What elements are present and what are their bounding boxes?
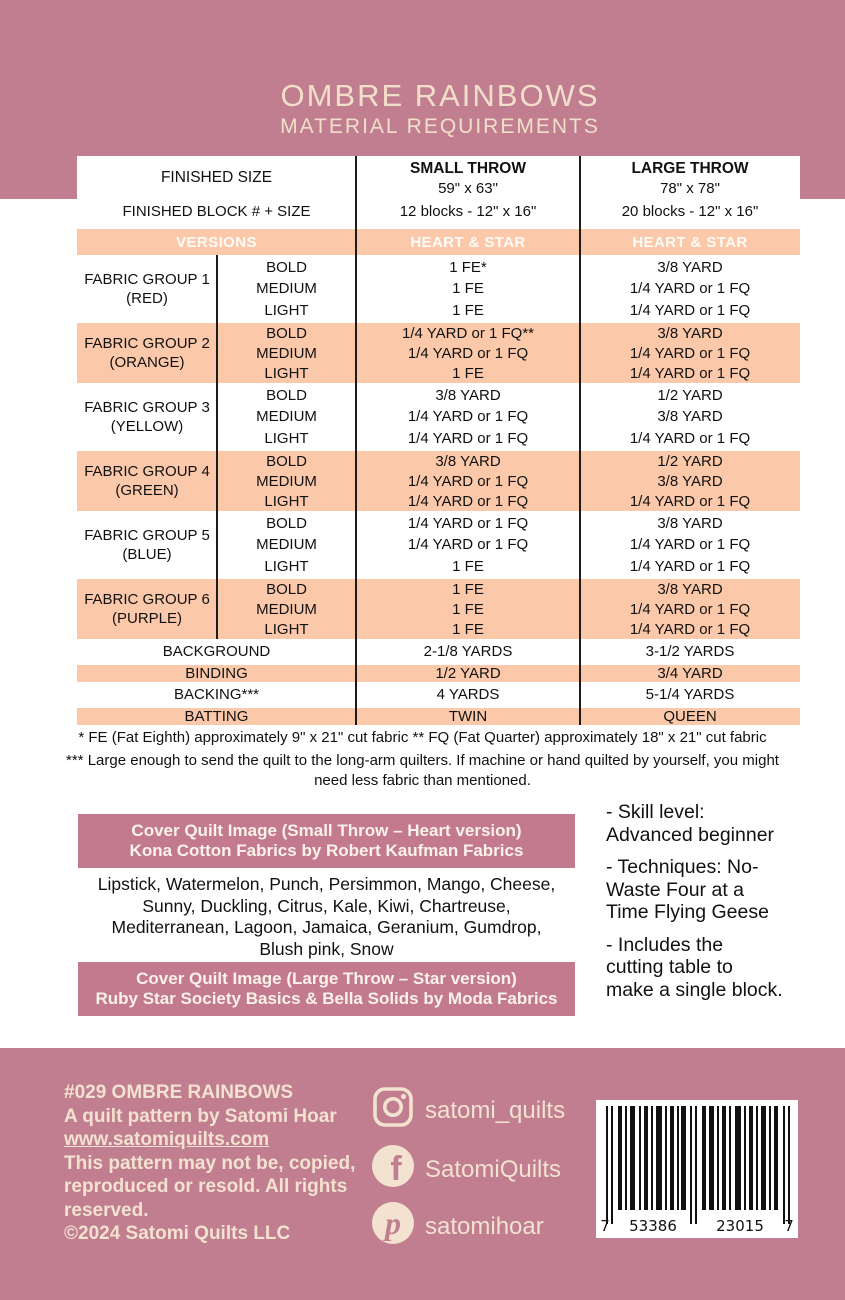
pattern-details: [606, 801, 784, 1011]
legal-line: reserved.: [64, 1199, 149, 1221]
fabric-color-line: Mediterranean, Lagoon, Jamaica, Geranium, Gumdrop,: [111, 917, 542, 937]
yardage-value: 1 FE: [452, 600, 484, 618]
fabric-group-row: [77, 513, 800, 577]
fabric-color-list: [55, 874, 598, 960]
yardage-value: 1/4 YARD or 1 FQ: [407, 429, 529, 447]
yardage-value: 1/4 YARD or 1 FQ**: [402, 324, 534, 342]
fabric-group-name-cell: [77, 257, 217, 321]
pinterest-icon: [370, 1200, 416, 1253]
yardage-value: TWIN: [448, 707, 488, 725]
banner-line: Cover Quilt Image (Small Throw – Heart version): [131, 821, 522, 840]
shade-label: BOLD: [266, 452, 307, 470]
table-column-divider: [579, 156, 581, 725]
yardage-value: 1/4 YARD or 1 FQ: [629, 301, 751, 319]
versions-large: HEART & STAR: [632, 233, 748, 251]
social-handle: satomihoar: [425, 1212, 544, 1240]
footer-band: [0, 1048, 845, 1300]
yardage-value: 1/4 YARD or 1 FQ: [629, 429, 751, 447]
fabric-color-line: Blush pink, Snow: [259, 938, 394, 959]
yardage-value: 1 FE: [452, 364, 484, 382]
yardage-value: 3/8 YARD: [435, 452, 501, 470]
yardage-value: 1/2 YARD: [435, 664, 501, 682]
yardage-value: 1/2 YARD: [657, 387, 723, 405]
small-throw-yardage-cell: [356, 513, 580, 577]
fabric-group-name-cell: [77, 451, 217, 511]
yardage-value: 1/4 YARD or 1 FQ: [407, 408, 529, 426]
yardage-value: 3/8 YARD: [657, 259, 723, 277]
finished-size-label: FINISHED SIZE: [160, 169, 273, 186]
shade-label: LIGHT: [264, 429, 309, 447]
pattern-number-title: #029 OMBRE RAINBOWS: [64, 1082, 294, 1103]
page-title: OMBRE RAINBOWS: [280, 78, 600, 113]
shade-label: MEDIUM: [256, 408, 317, 426]
shade-label: LIGHT: [264, 557, 309, 575]
copyright-line: ©2024 Satomi Quilts LLC: [64, 1223, 291, 1244]
yardage-value: 1 FE: [452, 580, 484, 598]
social-handle: SatomiQuilts: [425, 1155, 562, 1183]
table-column-divider: [355, 156, 357, 725]
pattern-byline: A quilt pattern by Satomi Hoar: [64, 1105, 337, 1127]
shade-label: BOLD: [266, 580, 307, 598]
small-throw-yardage-cell: [356, 257, 580, 321]
shade-label: BOLD: [266, 387, 307, 405]
footnote-fe-fq: * FE (Fat Eighth) approximately 9" x 21" cut fabric ** FQ (Fat Quarter) approximately 18" x 21" cut fabric: [78, 729, 767, 746]
yardage-value: 5-1/4 YARDS: [645, 686, 735, 704]
banner-line: Cover Quilt Image (Large Throw – Star version): [136, 969, 517, 988]
large-throw-yardage-cell: [580, 579, 800, 639]
yardage-value: 1/4 YARD or 1 FQ: [629, 557, 751, 575]
shade-cell: [217, 385, 356, 449]
extra-label: BACKGROUND: [162, 643, 271, 661]
shade-cell: [217, 257, 356, 321]
svg-text:f: f: [390, 1150, 402, 1188]
yardage-value: 4 YARDS: [436, 686, 500, 704]
yardage-value: 1 FE*: [449, 259, 487, 277]
fabric-color-line: Sunny, Duckling, Citrus, Kale, Kiwi, Chartreuse,: [142, 895, 511, 916]
social-pinterest: [370, 1200, 544, 1253]
shade-label: MEDIUM: [256, 280, 317, 298]
large-throw-size: 78" x 78": [660, 180, 720, 197]
yardage-value: 1/4 YARD or 1 FQ: [407, 492, 529, 510]
yardage-value: 1/4 YARD or 1 FQ: [629, 364, 751, 382]
barcode-digit: 7: [784, 1217, 794, 1235]
extra-label: BATTING: [184, 707, 249, 725]
social-instagram: [370, 1084, 565, 1137]
shade-label: LIGHT: [264, 301, 309, 319]
large-throw-yardage-cell: [580, 323, 800, 383]
small-throw-yardage-cell: [356, 579, 580, 639]
social-handle: satomi_quilts: [425, 1096, 566, 1124]
shade-label: BOLD: [266, 259, 307, 277]
extra-label: BACKING***: [173, 686, 260, 704]
large-throw-yardage-cell: [580, 257, 800, 321]
shade-label: LIGHT: [264, 364, 309, 382]
small-throw-yardage-cell: [356, 385, 580, 449]
table-subcolumn-divider: [216, 255, 218, 639]
yardage-value: 1/4 YARD or 1 FQ: [407, 472, 529, 490]
footer-text-block: [64, 1081, 394, 1246]
barcode-digit: 53386: [629, 1217, 677, 1235]
finished-block-label: FINISHED BLOCK # + SIZE: [122, 203, 311, 220]
large-throw-header: [580, 156, 800, 200]
yardage-value: 1 FE: [452, 620, 484, 638]
background-row: [77, 641, 800, 663]
fabric-group-row: [77, 449, 800, 513]
page-subtitle: MATERIAL REQUIREMENTS: [280, 115, 600, 138]
yardage-value: 1/4 YARD or 1 FQ: [629, 620, 751, 638]
social-facebook: [370, 1143, 561, 1196]
yardage-value: 1/4 YARD or 1 FQ: [629, 536, 751, 554]
large-throw-yardage-cell: [580, 513, 800, 577]
yardage-value: 3/8 YARD: [657, 324, 723, 342]
versions-small: HEART & STAR: [410, 233, 526, 251]
shade-cell: [217, 579, 356, 639]
large-throw-name: LARGE THROW: [631, 160, 749, 177]
fabric-group-name-cell: [77, 385, 217, 449]
shade-label: MEDIUM: [256, 472, 317, 490]
fabric-group-name: FABRIC GROUP 1: [84, 271, 210, 288]
small-throw-yardage-cell: [356, 451, 580, 511]
shade-cell: [217, 323, 356, 383]
fabric-group-name-cell: [77, 579, 217, 639]
large-throw-yardage-cell: [580, 451, 800, 511]
small-throw-name: SMALL THROW: [410, 160, 526, 177]
fabric-group-color: (BLUE): [122, 546, 172, 563]
small-throw-size: 59" x 63": [438, 180, 498, 197]
yardage-value: 3/8 YARD: [657, 472, 723, 490]
yardage-value: 1/4 YARD or 1 FQ: [629, 280, 751, 298]
yardage-value: QUEEN: [663, 707, 717, 725]
versions-row: [77, 227, 800, 257]
shade-label: MEDIUM: [256, 600, 317, 618]
fabric-group-color: (PURPLE): [111, 610, 182, 627]
yardage-value: 3/8 YARD: [657, 408, 723, 426]
small-throw-blocks: 12 blocks - 12" x 16": [399, 203, 537, 220]
fabric-group-name: FABRIC GROUP 4: [84, 463, 210, 480]
fabric-group-color: (ORANGE): [109, 354, 185, 371]
yardage-value: 3/8 YARD: [435, 387, 501, 405]
barcode: [596, 1100, 798, 1238]
batting-row: [77, 706, 800, 728]
fabric-group-color: (GREEN): [115, 482, 179, 499]
yardage-value: 3-1/2 YARDS: [645, 643, 735, 661]
finished-block-row: [77, 200, 800, 224]
yardage-value: 1/4 YARD or 1 FQ: [629, 492, 751, 510]
small-throw-cover-banner: [78, 814, 575, 868]
banner-line: Ruby Star Society Basics & Bella Solids by Moda Fabrics: [95, 989, 558, 1008]
detail-skill-level: - Skill level: Advanced beginner: [606, 801, 775, 846]
shade-label: BOLD: [266, 515, 307, 533]
fabric-color-line: Lipstick, Watermelon, Punch, Persimmon, Mango, Cheese,: [97, 874, 556, 894]
yardage-value: 1 FE: [452, 280, 484, 298]
yardage-value: 1/4 YARD or 1 FQ: [407, 536, 529, 554]
yardage-value: 1 FE: [452, 557, 484, 575]
yardage-value: 1/2 YARD: [657, 452, 723, 470]
legal-line: This pattern may not be, copied,: [64, 1152, 356, 1174]
binding-row: [77, 663, 800, 685]
large-throw-blocks: 20 blocks - 12" x 16": [621, 203, 759, 220]
fabric-group-name: FABRIC GROUP 3: [84, 399, 210, 416]
footnote-backing: *** Large enough to send the quilt to the long-arm quilters. If machine or hand quilted by yourself, you might need less fabric than mentioned.: [66, 752, 779, 789]
facebook-icon: [370, 1143, 416, 1196]
extra-label: BINDING: [185, 664, 248, 682]
yardage-value: 1 FE: [452, 301, 484, 319]
backing-row: [77, 684, 800, 706]
shade-label: MEDIUM: [256, 344, 317, 362]
fabric-group-row: [77, 577, 800, 641]
legal-line: reproduced or resold. All rights: [64, 1176, 348, 1197]
fabric-group-row: [77, 321, 800, 385]
finished-size-row: [77, 156, 800, 200]
yardage-value: 3/8 YARD: [657, 515, 723, 533]
fabric-group-name: FABRIC GROUP 6: [84, 591, 210, 608]
fabric-group-color: (RED): [126, 290, 168, 307]
instagram-icon: [370, 1084, 416, 1137]
fabric-group-name-cell: [77, 513, 217, 577]
svg-text:p: p: [385, 1205, 401, 1241]
shade-label: MEDIUM: [256, 536, 317, 554]
fabric-group-row: [77, 257, 800, 321]
fabric-group-row: [77, 385, 800, 449]
fabric-group-color: (YELLOW): [110, 418, 184, 435]
small-throw-yardage-cell: [356, 323, 580, 383]
shade-cell: [217, 513, 356, 577]
detail-techniques: - Techniques: No-Waste Four at a Time Flying Geese: [606, 856, 769, 923]
banner-line: Kona Cotton Fabrics by Robert Kaufman Fabrics: [129, 841, 524, 860]
yardage-value: 1/4 YARD or 1 FQ: [629, 344, 751, 362]
barcode-digit: 7: [600, 1217, 610, 1235]
website-link[interactable]: www.satomiquilts.com: [64, 1129, 270, 1150]
fabric-group-name-cell: [77, 323, 217, 383]
large-throw-cover-banner: [78, 962, 575, 1016]
small-throw-header: [356, 156, 580, 200]
shade-label: LIGHT: [264, 620, 309, 638]
versions-label: VERSIONS: [176, 233, 257, 251]
large-throw-yardage-cell: [580, 385, 800, 449]
shade-label: LIGHT: [264, 492, 309, 510]
shade-label: BOLD: [266, 324, 307, 342]
yardage-value: 1/4 YARD or 1 FQ: [629, 600, 751, 618]
fabric-group-name: FABRIC GROUP 2: [84, 335, 210, 352]
shade-cell: [217, 451, 356, 511]
barcode-digit: 23015: [716, 1217, 764, 1235]
material-requirements-table: [77, 156, 800, 725]
yardage-value: 3/4 YARD: [657, 664, 723, 682]
yardage-value: 3/8 YARD: [657, 580, 723, 598]
yardage-value: 1/4 YARD or 1 FQ: [407, 515, 529, 533]
fabric-group-name: FABRIC GROUP 5: [84, 527, 210, 544]
detail-cutting-table: - Includes the cutting table to make a single block.: [606, 933, 783, 1001]
yardage-value: 2-1/8 YARDS: [423, 643, 513, 661]
yardage-value: 1/4 YARD or 1 FQ: [407, 344, 529, 362]
